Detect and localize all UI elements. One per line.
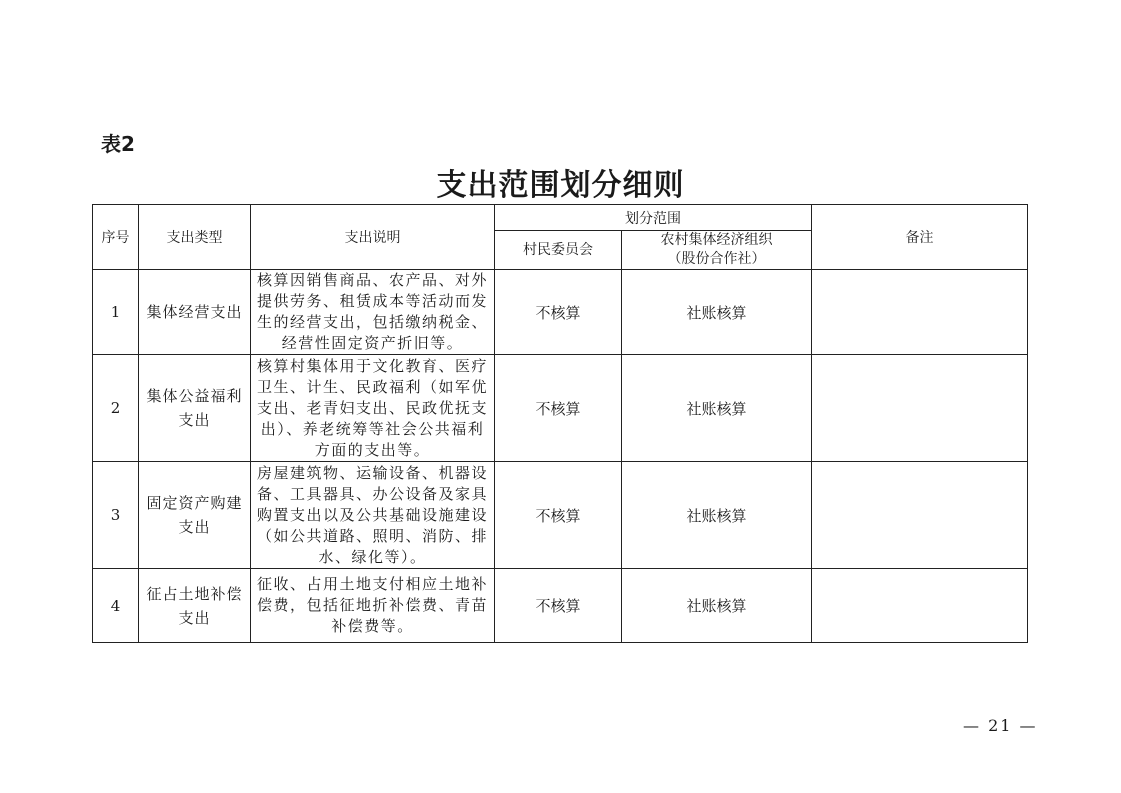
row-village-committee: 不核算	[495, 569, 622, 643]
row-remarks	[812, 462, 1028, 569]
row-remarks	[812, 270, 1028, 355]
row-type: 集体公益福利支出	[139, 355, 251, 462]
row-description: 房屋建筑物、运输设备、机器设备、工具器具、办公设备及家具购置支出以及公共基础设施建设（如公共道路、照明、消防、排水、绿化等）。	[251, 462, 495, 569]
header-row	[93, 205, 1028, 231]
header-collective-org-label: 农村集体经济组织	[660, 232, 773, 248]
table-row	[93, 569, 1028, 643]
row-village-committee: 不核算	[495, 355, 622, 462]
header-description: 支出说明	[251, 205, 495, 270]
header-collective-org	[622, 231, 812, 270]
table-label: 表2	[101, 132, 135, 156]
header-scope: 划分范围	[495, 205, 812, 231]
table-row	[93, 462, 1028, 569]
row-type: 征占土地补偿支出	[139, 569, 251, 643]
expenditure-scope-table	[92, 204, 1028, 643]
row-collective-org: 社账核算	[622, 462, 812, 569]
header-remarks: 备注	[812, 205, 1028, 270]
document-title: 支出范围划分细则	[436, 168, 685, 203]
row-seq: 1	[93, 270, 139, 355]
row-collective-org: 社账核算	[622, 355, 812, 462]
row-collective-org: 社账核算	[622, 569, 812, 643]
header-seq: 序号	[93, 205, 139, 270]
table-row	[93, 270, 1028, 355]
row-collective-org: 社账核算	[622, 270, 812, 355]
row-remarks	[812, 569, 1028, 643]
row-description: 核算村集体用于文化教育、医疗卫生、计生、民政福利（如军优支出、老青妇支出、民政优抚支出）、养老统筹等社会公共福利方面的支出等。	[251, 355, 495, 462]
page-number: — 21 —	[963, 716, 1038, 735]
row-type: 固定资产购建支出	[139, 462, 251, 569]
row-seq: 2	[93, 355, 139, 462]
header-collective-org-sublabel: （股份合作社）	[667, 251, 766, 267]
row-description: 征收、占用土地支付相应土地补偿费，包括征地折补偿费、青苗补偿费等。	[251, 569, 495, 643]
row-village-committee: 不核算	[495, 462, 622, 569]
row-description: 核算因销售商品、农产品、对外提供劳务、租赁成本等活动而发生的经营支出，包括缴纳税金、经营性固定资产折旧等。	[251, 270, 495, 355]
header-village-committee: 村民委员会	[495, 231, 622, 270]
row-seq: 3	[93, 462, 139, 569]
row-type: 集体经营支出	[139, 270, 251, 355]
table-row	[93, 355, 1028, 462]
row-village-committee: 不核算	[495, 270, 622, 355]
row-remarks	[812, 355, 1028, 462]
header-type: 支出类型	[139, 205, 251, 270]
row-seq: 4	[93, 569, 139, 643]
